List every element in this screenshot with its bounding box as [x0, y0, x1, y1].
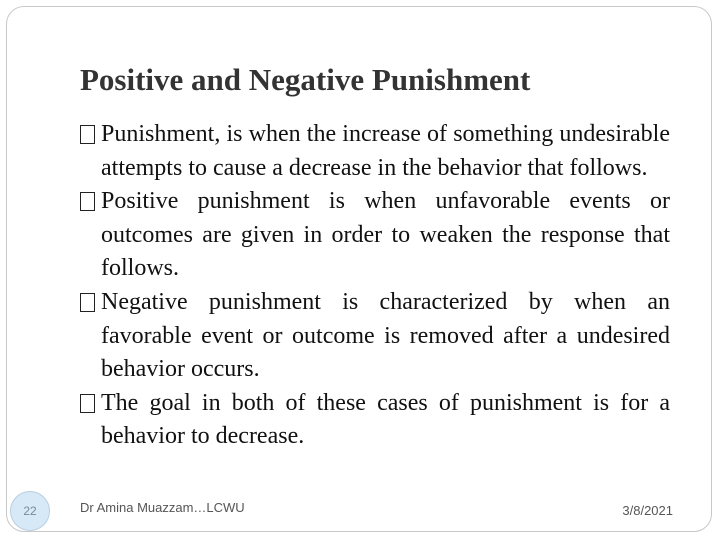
- slide-title: Positive and Negative Punishment: [80, 62, 531, 97]
- bullet-list: [80, 118, 670, 454]
- footer-date: 3/8/2021: [622, 503, 673, 518]
- footer-author: Dr Amina Muazzam…LCWU: [80, 500, 245, 515]
- bullet-text: Punishment, is when the increase of something undesirable attempts to cause a decrease in the behavior that follows.: [101, 121, 670, 181]
- bullet-item-goal: [80, 387, 670, 454]
- bullet-item-punishment: [80, 118, 670, 185]
- bullet-item-positive-punishment: [80, 185, 670, 286]
- missing-glyph-box-icon: [80, 394, 95, 413]
- missing-glyph-box-icon: [80, 293, 95, 312]
- missing-glyph-box-icon: [80, 192, 95, 211]
- bullet-text: Positive punishment is when unfavorable events or outcomes are given in order to weaken the response that follows.: [101, 188, 670, 282]
- slide-number-badge: 22: [10, 491, 50, 531]
- bullet-text: Negative punishment is characterized by when an favorable event or outcome is removed after a undesired behavior occurs.: [101, 288, 670, 383]
- bullet-text: The goal in both of these cases of punishment is for a behavior to decrease.: [101, 389, 670, 450]
- missing-glyph-box-icon: [80, 125, 95, 144]
- bullet-item-negative-punishment: [80, 286, 670, 387]
